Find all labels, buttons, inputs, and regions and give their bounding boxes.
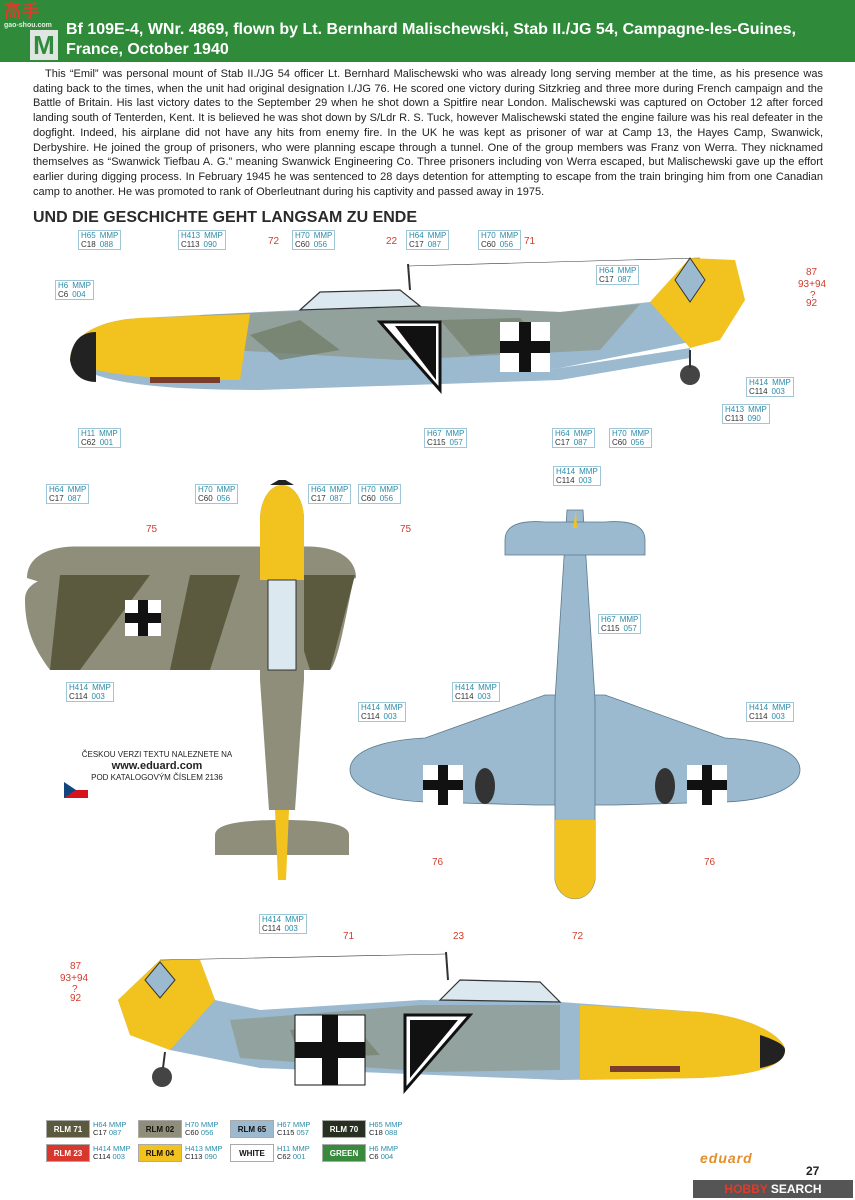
paint-callout: H70 MMP C60 056 [358,484,401,504]
color-swatch: RLM 65 [230,1120,274,1138]
stencil-number: 71 [524,236,536,247]
bottom-view [345,480,805,920]
paint-callout: H67 MMP C115 057 [598,614,641,634]
paint-callout: H414 MMP C114 003 [358,702,406,722]
paint-callout: H414 MMP C114 003 [553,466,601,486]
stencil-number: 75 [146,524,158,535]
section-title: UND DIE GESCHICHTE GEHT LANGSAM ZU ENDE [33,209,418,226]
page-number: 27 [806,1164,820,1178]
legend-entry: GREEN H6 MMP C6 004 [322,1144,413,1162]
page-title: Bf 109E-4, WNr. 4869, flown by Lt. Bernhard Malischewski, Stab II./JG 54, Campagne-les-Guines, France, October 1940 [66,21,796,58]
paint-callout: H64 MMP C17 087 [308,484,351,504]
paint-callout: H64 MMP C17 087 [552,428,595,448]
paint-callout: H70 MMP C60 056 [478,230,521,250]
paint-callout: H64 MMP C17 087 [406,230,449,250]
stencil-number: 92 [70,993,82,1004]
color-swatch: GREEN [322,1144,366,1162]
stencil-number: 87 [806,267,818,278]
stencil-number: 87 [70,961,82,972]
czech-note-line: POD KATALOGOVÝM ČÍSLEM 2136 [91,773,223,782]
stencil-number: 71 [343,931,355,942]
stencil-number: 72 [572,931,584,942]
stencil-number: 92 [806,298,818,309]
color-swatch: RLM 02 [138,1120,182,1138]
czech-flag-icon [64,782,88,798]
paint-callout: H414 MMP C114 003 [452,682,500,702]
color-swatch: RLM 71 [46,1120,90,1138]
header-bar [0,0,855,62]
legend-entry: RLM 23 H414 MMP C114 003 [46,1144,137,1162]
color-swatch: RLM 04 [138,1144,182,1162]
paint-callout: H413 MMP C113 090 [722,404,770,424]
paint-callout: H414 MMP C114 003 [66,682,114,702]
stencil-number: ? [810,290,816,301]
legend-entry: RLM 70 H65 MMP C18 088 [322,1120,413,1138]
paint-callout: H64 MMP C17 087 [596,265,639,285]
stencil-number: 76 [704,857,716,868]
paint-callout: H414 MMP C114 003 [746,702,794,722]
paint-callout: H64 MMP C17 087 [46,484,89,504]
stencil-number: 72 [268,236,280,247]
paint-callout: H65 MMP C18 088 [78,230,121,250]
paint-callout: H67 MMP C115 057 [424,428,467,448]
paint-callout: H414 MMP C114 003 [746,377,794,397]
stencil-number: 93+94 [798,279,827,290]
stencil-number: ? [72,984,78,995]
stencil-number: 76 [432,857,444,868]
history-text: This “Emil” was personal mount of Stab II./JG 54 officer Lt. Bernhard Malischewski who was already long serving member at the time, as his presence was dating back to the times, when the unit had original designation I./JG 76. He scored one victory during Sitzkrieg and three more during French campaign and the Battle of Britain. His last victory dates to the September 29 when he shot down a Spitfire near London. Malischewski was captured on October 12 after forced landing south of Tenterden, Kent. It is believed he was shot down by S/Ldr R. S. Tuck, however Malischewski stated the engine failure was his real defeater in the dogfight. Indeed, his airplane did not have any hits from enemy fire. In the UK he was kept as prisoner of war at Camp 13, the Hayes Camp, Swanwick, Derbyshire. He joined the group of prisoners, who were planning escape through a tunnel. One of the group members was Franz von Werra. They nicknamed themselves as “Swanwick Tiefbau A. G.” meaning Swanwick Engineering Co. Three prisoners including von Werra escaped, but Malischewski gave up the effort earlier during digging process. In February 1945 he was sentenced to 28 days detention for attempting to escape from the train bringing him from one Canadian camp to another. He was promoted to rank of Oberleutnant during his captivity and passed away in 1975. [33,68,823,198]
marking-badge: M [30,30,58,60]
color-swatch: WHITE [230,1144,274,1162]
color-swatch: RLM 23 [46,1144,90,1162]
eduard-logo: eduard [700,1150,753,1166]
site-logo-url: gao-shou.com [4,22,52,29]
stencil-number: 75 [400,524,412,535]
paint-callout: H70 MMP C60 056 [292,230,335,250]
czech-note [62,750,252,783]
czech-note-line: ČESKOU VERZI TEXTU NALEZNETE NA [81,750,233,759]
legend-entry: RLM 65 H67 MMP C115 057 [230,1120,321,1138]
legend-entry: RLM 02 H70 MMP C60 056 [138,1120,229,1138]
stencil-number: 23 [453,931,465,942]
paint-callout: H70 MMP C60 056 [195,484,238,504]
paint-callout: H413 MMP C113 090 [178,230,226,250]
stencil-number: 22 [386,236,398,247]
paint-callout: H6 MMP C6 004 [55,280,94,300]
paint-callout: H70 MMP C60 056 [609,428,652,448]
legend-entry: RLM 04 H413 MMP C113 090 [138,1144,229,1162]
site-logo: 高手 [4,2,40,21]
eduard-link[interactable]: www.eduard.com [111,760,203,772]
paint-callout: H414 MMP C114 003 [259,914,307,934]
stencil-number: 93+94 [60,973,89,984]
hobbysearch-watermark: HOBBY SEARCH [693,1180,853,1198]
legend-entry: WHITE H11 MMP C62 001 [230,1144,321,1162]
color-swatch: RLM 70 [322,1120,366,1138]
legend-entry: RLM 71 H64 MMP C17 087 [46,1120,137,1138]
paint-callout: H11 MMP C62 001 [78,428,121,448]
right-profile-view [0,940,855,1110]
